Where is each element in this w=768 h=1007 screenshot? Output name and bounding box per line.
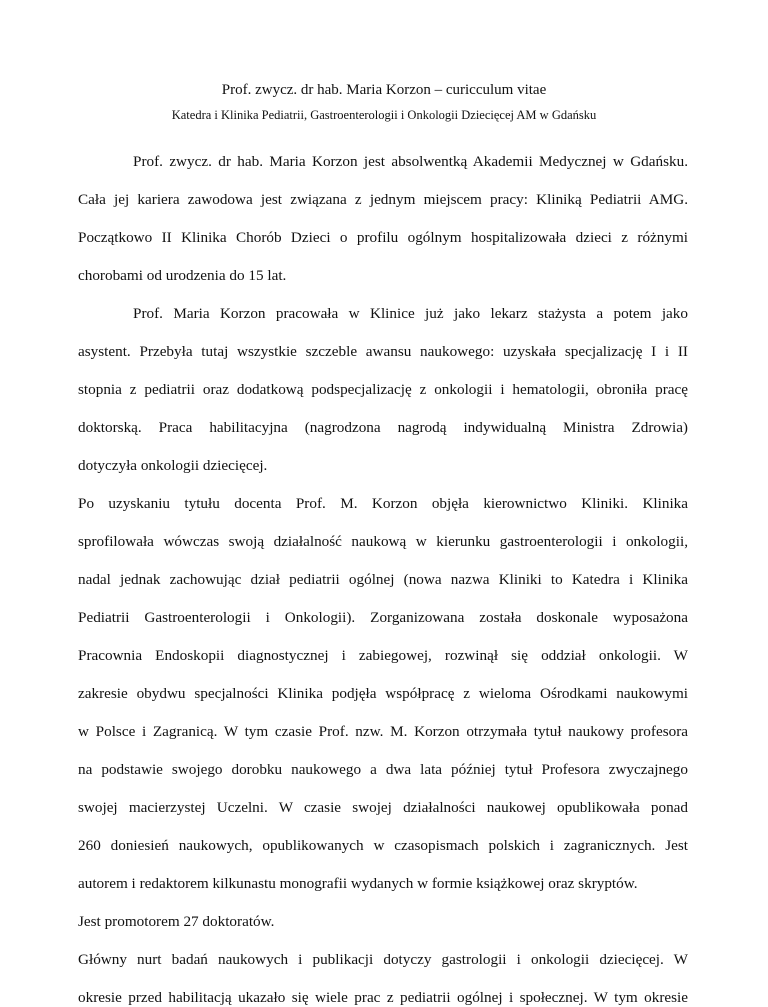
document-subtitle: Katedra i Klinika Pediatrii, Gastroenterologii i Onkologii Dziecięcej AM w Gdańsku [171,108,597,122]
body-line: dotyczyła onkologii dziecięcej. [78,457,268,474]
body-line: okresie przed habilitacją ukazało się wiele prac z pediatrii ogólnej i społecznej. W tym okresie [78,989,688,1006]
body-line: stopnia z pediatrii oraz dodatkową podspecjalizację z onkologii i hematologii, obroniła pracę [78,381,688,398]
body-line: sprofilowała wówczas swoją działalność naukową w kierunku gastroenterologii i onkologii, [78,533,688,550]
body-line: Jest promotorem 27 doktoratów. [78,913,275,930]
body-line: chorobami od urodzenia do 15 lat. [78,267,287,284]
body-line: doktorską. Praca habilitacyjna (nagrodzona nagrodą indywidualną Ministra Zdrowia) [78,419,688,436]
body-line: Prof. zwycz. dr hab. Maria Korzon jest absolwentką Akademii Medycznej w Gdańsku. [133,153,688,170]
body-line: 260 doniesień naukowych, opublikowanych w czasopismach polskich i zagranicznych. Jest [78,837,688,854]
body-line: autorem i redaktorem kilkunastu monografii wydanych w formie książkowej oraz skryptów. [78,875,638,892]
body-line: w Polsce i Zagranicą. W tym czasie Prof. nzw. M. Korzon otrzymała tytuł naukowy profesora [78,723,688,740]
body-line: Prof. Maria Korzon pracowała w Klinice już jako lekarz stażysta a potem jako [133,305,688,322]
body-line: asystent. Przebyła tutaj wszystkie szczeble awansu naukowego: uzyskała specjalizację I i II [78,343,688,360]
body-line: na podstawie swojego dorobku naukowego a dwa lata później tytuł Profesora zwyczajnego [78,761,688,778]
document-title: Prof. zwycz. dr hab. Maria Korzon – curicculum vitae [221,82,547,98]
body-line: Cała jej kariera zawodowa jest związana z jednym miejscem pracy: Kliniką Pediatrii AMG. [78,191,688,208]
body-line: Główny nurt badań naukowych i publikacji dotyczy gastrologii i onkologii dziecięcej. W [78,951,688,968]
body-line: zakresie obydwu specjalności Klinika podjęła współpracę z wieloma Ośrodkami naukowymi [78,685,688,702]
body-line: swojej macierzystej Uczelni. W czasie swojej działalności naukowej opublikowała ponad [78,799,688,816]
body-line: Po uzyskaniu tytułu docenta Prof. M. Korzon objęła kierownictwo Kliniki. Klinika [78,495,688,512]
body-line: Początkowo II Klinika Chorób Dzieci o profilu ogólnym hospitalizowała dzieci z różnymi [78,229,688,246]
body-line: Pediatrii Gastroenterologii i Onkologii). Zorganizowana została doskonale wyposażona [78,609,688,626]
body-line: nadal jednak zachowując dział pediatrii ogólnej (nowa nazwa Kliniki to Katedra i Klinika [78,571,688,588]
body-line: Pracownia Endoskopii diagnostycznej i zabiegowej, rozwinął się oddział onkologii. W [78,647,688,664]
